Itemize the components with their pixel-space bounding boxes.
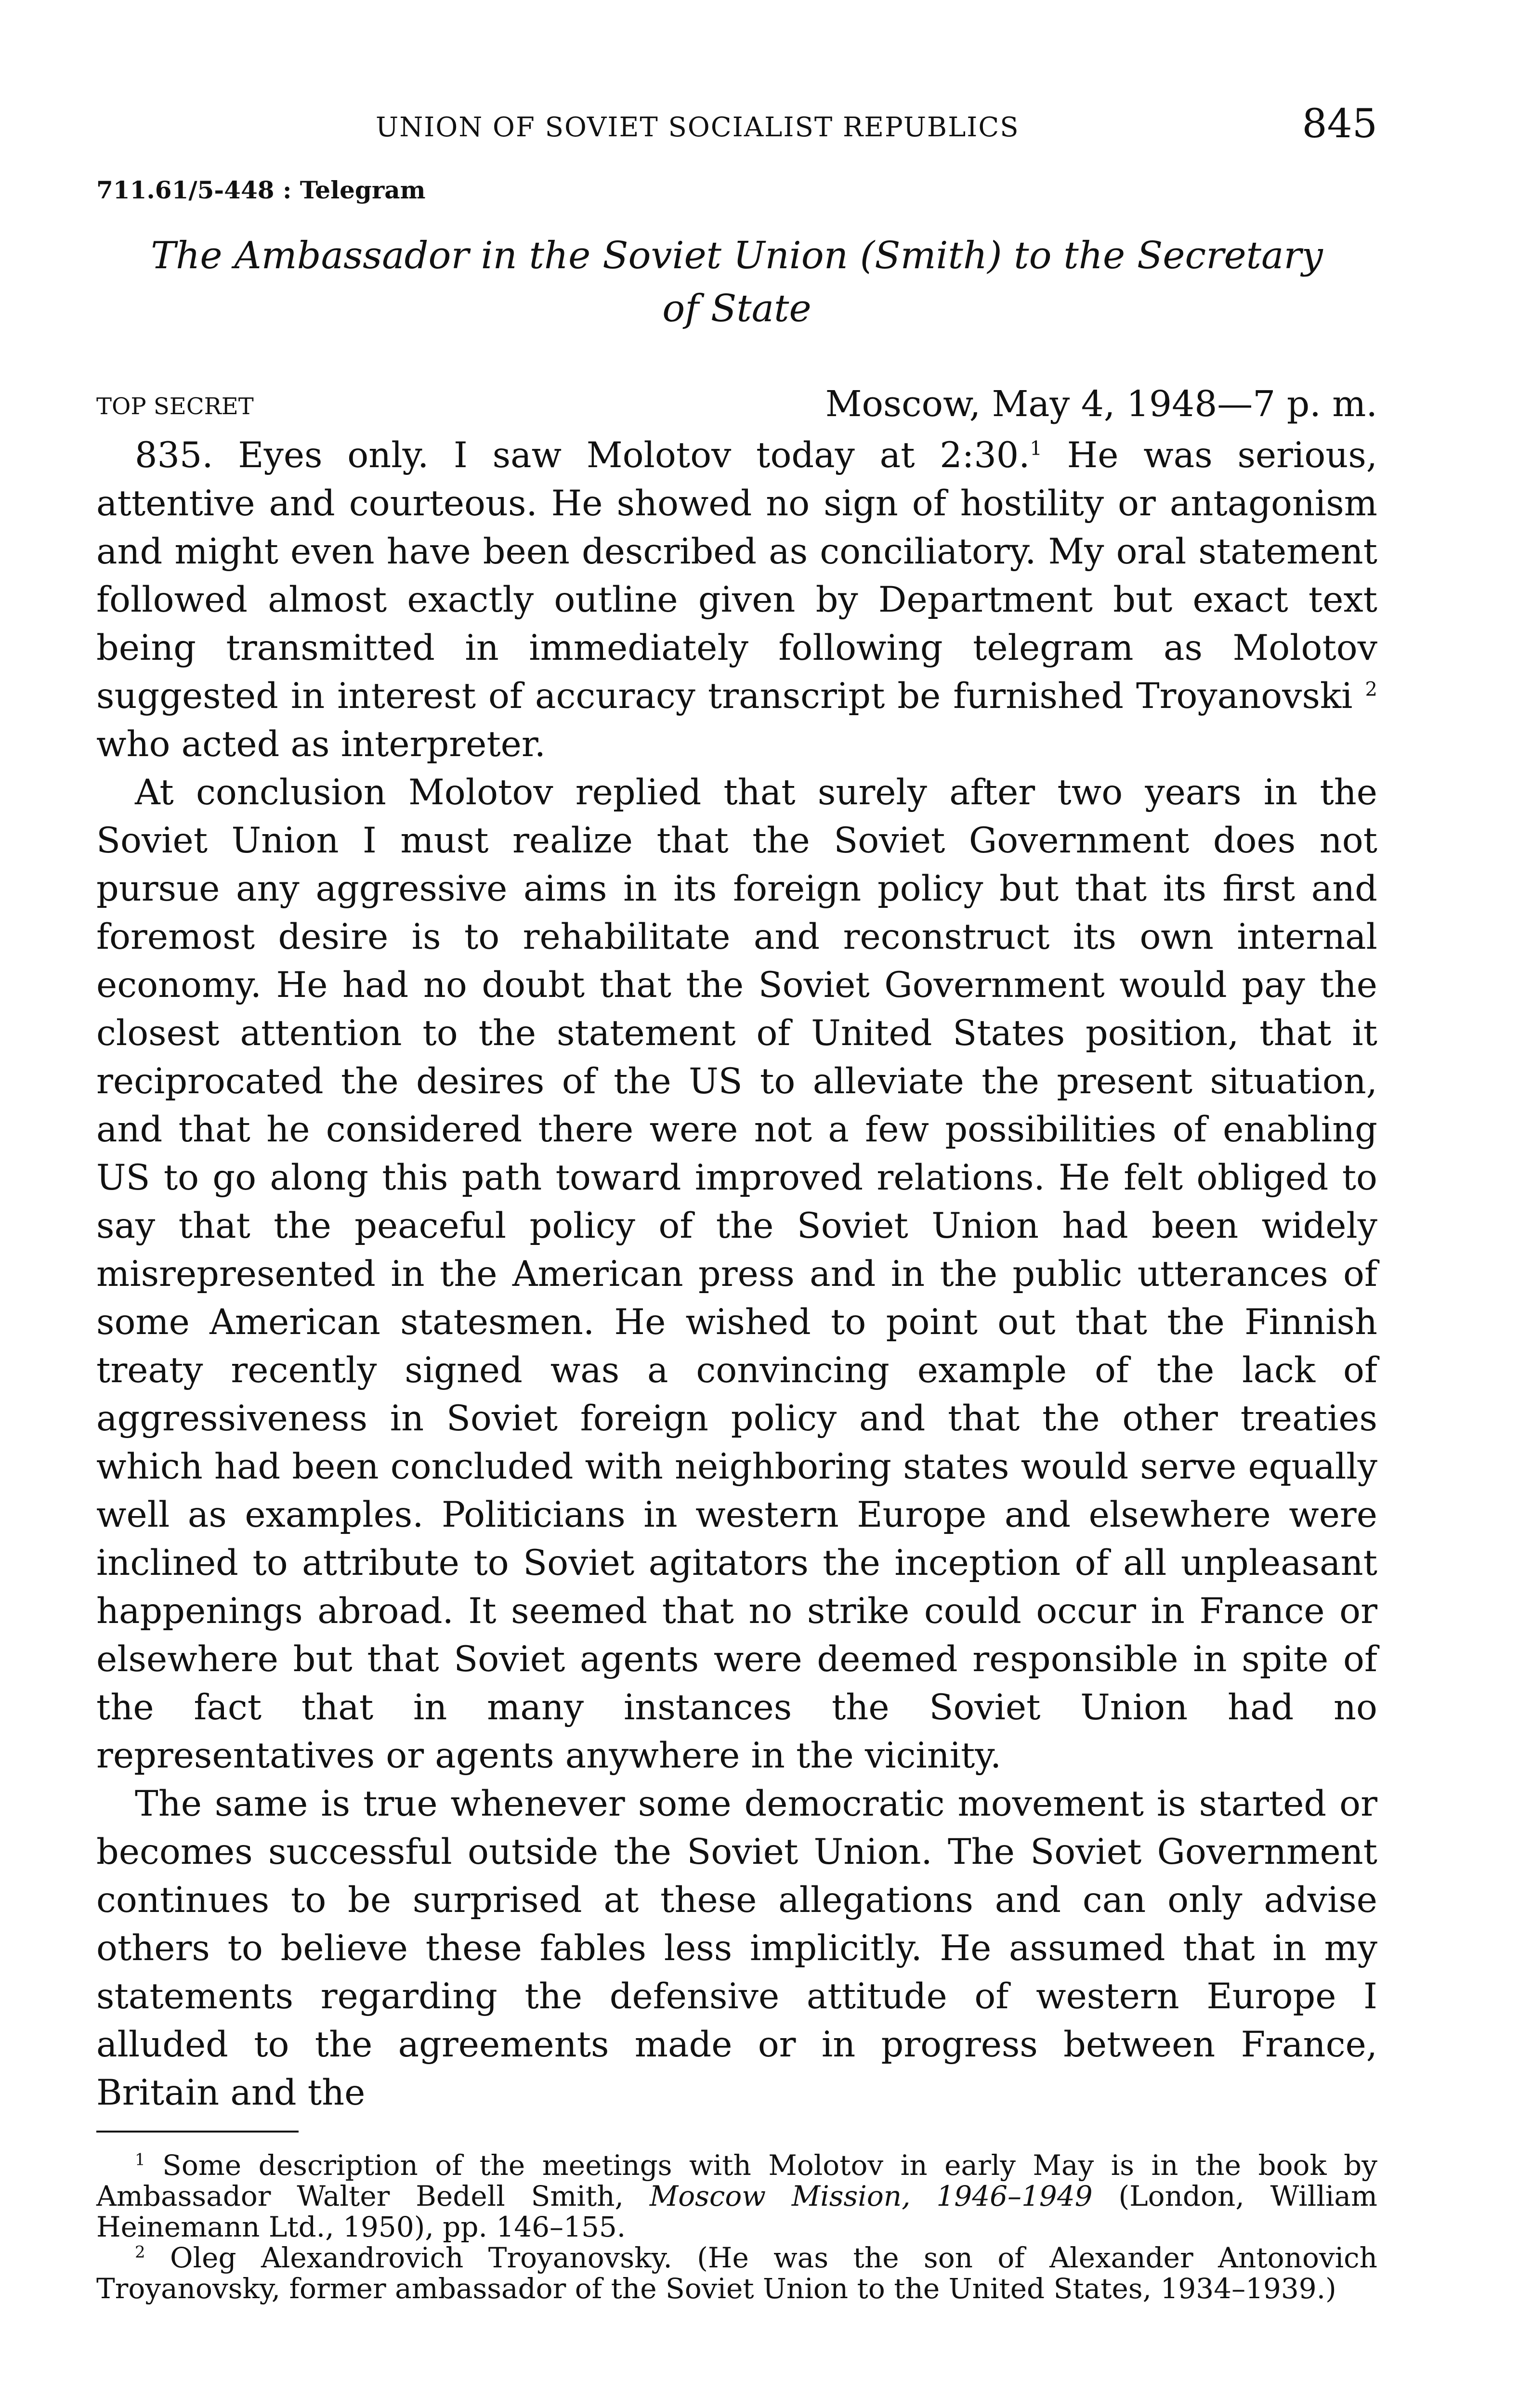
running-title: UNION OF SOVIET SOCIALIST REPUBLICS [376, 112, 1020, 143]
footnote-ref-1[interactable]: 1 [1030, 437, 1042, 460]
footnote-1-text-start: Some description of the meetings with Molotov in early May is in the book by Ambassador Walter Bedell Smith, [96, 2149, 1377, 2212]
paragraph-1 [96, 432, 1377, 769]
footnote-divider [96, 2131, 299, 2133]
document-page [96, 101, 1377, 2304]
running-header [96, 101, 1377, 159]
footnote-ref-2[interactable]: 2 [1365, 678, 1377, 701]
footnote-1-book-title: Moscow Mission, 1946–1949 [649, 2180, 1093, 2212]
paragraph-1-start: 835. Eyes only. I saw Molotov today at 2:30. [135, 435, 1030, 476]
footnote-2 [96, 2242, 1377, 2304]
paragraph-2: At conclusion Molotov replied that surely after two years in the Soviet Union I must realize that the Soviet Government does not pursue any aggressive aims in its foreign policy but that its first and foremost desire is to rehabilitate and reconstruct its own internal economy. He had no doubt that the Soviet Government would pay the closest attention to the statement of United States position, that it reciprocated the desires of the US to alleviate the present situation, and that he considered there were not a few possibilities of enabling US to go along this path toward improved relations. He felt obliged to say that the peaceful policy of the Soviet Union had been widely misrepresented in the American press and in the public utterances of some American statesmen. He wished to point out that the Finnish treaty recently signed was a convincing example of the lack of aggressiveness in Soviet foreign policy and that the other treaties which had been concluded with neighboring states would serve equally well as examples. Politicians in western Europe and elsewhere were inclined to attribute to Soviet agitators the inception of all unpleasant happenings abroad. It seemed that no strike could occur in France or elsewhere but that Soviet agents were deemed responsible in spite of the fact that in many instances the Soviet Union had no representatives or agents anywhere in the vicinity. [96, 772, 1377, 1776]
classification-label: TOP SECRET [96, 393, 254, 420]
paragraph-3: The same is true whenever some democratic movement is started or becomes successful outside the Soviet Union. The Soviet Government continues to be surprised at these allegations and can only advise others to believe these fables less implicitly. He assumed that in my statements regarding the defensive attitude of western Europe I alluded to the agreements made or in progress between France, Britain and the [96, 1783, 1377, 2113]
footnote-1-text-end: (London, William Heinemann Ltd., 1950), pp. 146–155. [96, 2180, 1377, 2243]
footnote-1-marker: 1 [135, 2150, 145, 2170]
document-heading: The Ambassador in the Soviet Union (Smith) to the Secretary of State [151, 234, 1323, 330]
paragraph-1-end: who acted as interpreter. [96, 724, 546, 765]
document-reference: 711.61/5-448 : Telegram [96, 176, 426, 204]
footnote-2-text: Oleg Alexandrovich Troyanovsky. (He was the son of Alexander Antonovich Troyanovsky, former ambassador of the Soviet Union to the United States, 1934–1939.) [96, 2241, 1378, 2305]
page-number: 845 [1302, 101, 1377, 147]
dateline: Moscow, May 4, 1948—7 p. m. [825, 383, 1377, 425]
footnote-1 [96, 2150, 1377, 2242]
dateline-row [96, 383, 1377, 432]
footnote-2-marker: 2 [135, 2242, 145, 2262]
footnotes [96, 2150, 1377, 2304]
paragraph-1-middle: He was serious, attentive and courteous. He showed no sign of hostility or antagonism and might even have been described as conciliatory. My oral statement followed almost exactly outline given by Department but exact text being transmitted in immediately following telegram as Molotov suggested in interest of accuracy transcript be furnished Troyanovski [96, 435, 1378, 717]
body-text [96, 432, 1377, 2117]
